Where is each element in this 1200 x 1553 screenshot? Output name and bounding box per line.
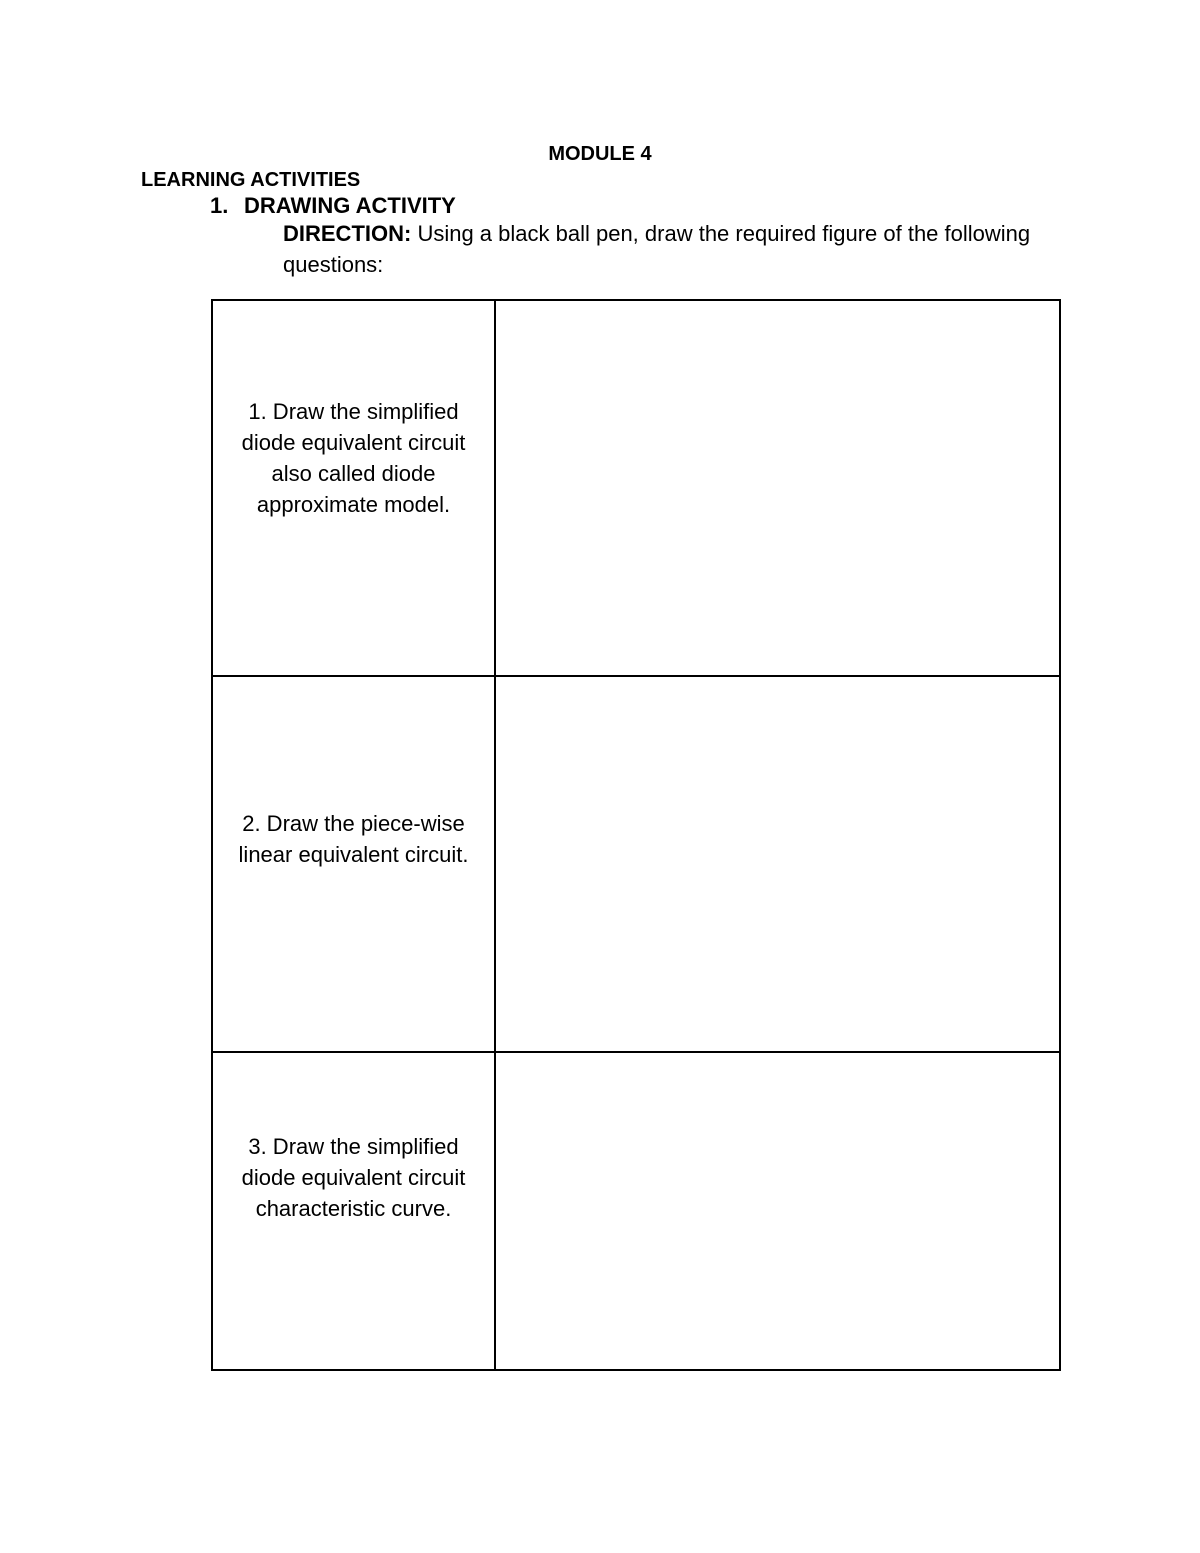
table-row: [212, 676, 1060, 1052]
section-title: LEARNING ACTIVITIES: [141, 169, 361, 191]
question-text: 2. Draw the piece-wise linear equivalent circuit.: [238, 811, 469, 867]
answer-drawing-area[interactable]: [495, 300, 1060, 676]
activity-title: DRAWING ACTIVITY: [244, 193, 456, 218]
question-cell: [212, 300, 495, 676]
activity-number: 1.: [210, 193, 229, 218]
answer-drawing-area[interactable]: [495, 676, 1060, 1052]
table-row: [212, 300, 1060, 676]
module-title: MODULE 4: [548, 143, 652, 165]
question-text: 3. Draw the simplified diode equivalent circuit characteristic curve.: [241, 1133, 466, 1221]
activity-heading: [210, 192, 456, 220]
drawing-activity-table: [211, 299, 1061, 1371]
answer-drawing-area[interactable]: [495, 1052, 1060, 1370]
direction-label: DIRECTION:: [283, 221, 412, 246]
question-text: 1. Draw the simplified diode equivalent circuit also called diode approximate model.: [241, 399, 466, 517]
question-cell: [212, 1052, 495, 1370]
direction-paragraph: [283, 218, 1043, 280]
direction-text: Using a black ball pen, draw the required figure of the following questions:: [283, 221, 1031, 277]
table-row: [212, 1052, 1060, 1370]
question-cell: [212, 676, 495, 1052]
